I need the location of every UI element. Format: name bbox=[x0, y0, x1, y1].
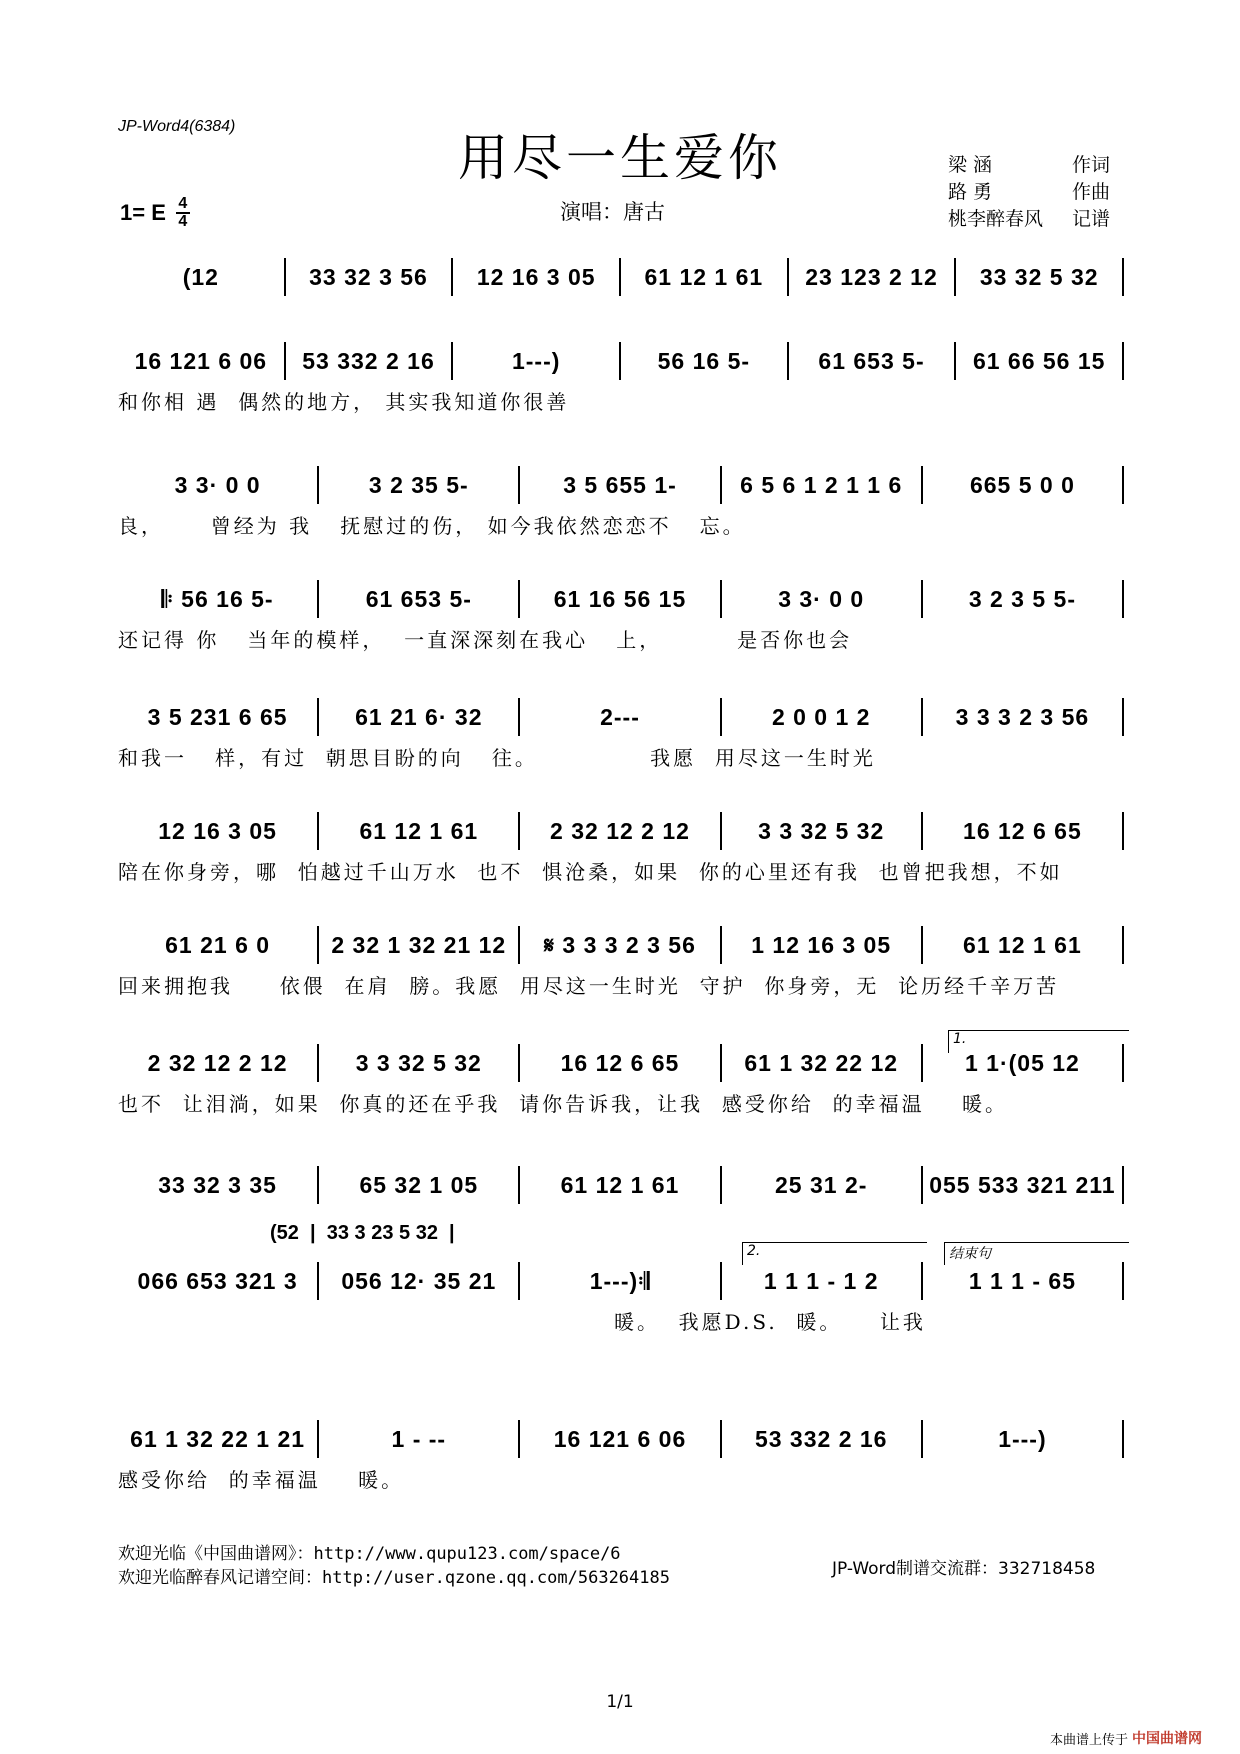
watermark-logo: 中国曲谱网 bbox=[1132, 1731, 1203, 1747]
measure: 3 3 32 5 32 bbox=[758, 817, 885, 844]
notes-line bbox=[118, 1166, 1124, 1204]
coda-bracket: 结束句 bbox=[944, 1242, 1129, 1265]
measure: 3 3 3 2 3 56 bbox=[955, 703, 1090, 730]
credit-role: 作词 bbox=[1072, 154, 1111, 176]
measure: 61 653 5- bbox=[365, 585, 472, 612]
measure: 3 5 655 1- bbox=[563, 471, 677, 498]
measure: 53 332 2 16 bbox=[754, 1425, 888, 1452]
measure: 33 32 3 35 bbox=[158, 1171, 277, 1198]
measure: 1---)𝄇 bbox=[589, 1267, 651, 1294]
measure: 3 5 231 6 65 bbox=[147, 703, 288, 730]
lyrics-line: 和我一 样，有过 朝思目盼的向 往。 我愿 用尽这一生时光 bbox=[118, 746, 876, 770]
credit-role: 作曲 bbox=[1072, 181, 1111, 203]
measure: 2--- bbox=[600, 703, 640, 730]
time-signature bbox=[176, 196, 190, 230]
measure: 6 5 6 1 2 1 1 6 bbox=[740, 471, 903, 498]
measure: 2 32 12 2 12 bbox=[550, 817, 690, 844]
measure: 1---) bbox=[998, 1425, 1047, 1452]
measure: 3 2 35 5- bbox=[368, 471, 469, 498]
barline bbox=[1122, 1262, 1124, 1300]
barline bbox=[1122, 1166, 1124, 1204]
notes-line bbox=[118, 812, 1124, 850]
notes-line bbox=[118, 926, 1124, 964]
lyrics-line: 良， 曾经为 我 抚慰过的伤， 如今我依然恋恋不 忘。 bbox=[118, 514, 746, 538]
measure: 𝄋 3 3 3 2 3 56 bbox=[544, 931, 696, 958]
footer-line-2: 欢迎光临醉春风记谱空间：http://user.qzone.qq.com/563264185 bbox=[118, 1568, 670, 1588]
measure: 23 123 2 12 bbox=[805, 263, 938, 290]
time-top: 4 bbox=[178, 195, 188, 212]
credit-lyricist bbox=[948, 152, 1110, 179]
measure: 12 16 3 05 bbox=[476, 263, 596, 290]
credit-name: 梁 涵 bbox=[948, 154, 993, 176]
second-ending-bracket: 2. bbox=[742, 1242, 927, 1265]
measure: 1 1 1 - 1 2 bbox=[763, 1267, 879, 1294]
notes-line bbox=[118, 580, 1124, 618]
measure: 61 12 1 61 bbox=[560, 1171, 680, 1198]
measure: 61 66 56 15 bbox=[972, 347, 1106, 374]
credit-name: 桃李醉春风 bbox=[948, 208, 1044, 230]
credits-block bbox=[948, 152, 1110, 233]
measure: 12 16 3 05 bbox=[158, 817, 277, 844]
measure: (12 bbox=[182, 263, 219, 290]
notes-line bbox=[118, 1420, 1124, 1458]
measure: 16 12 6 65 bbox=[560, 1049, 680, 1076]
measure: 2 32 1 32 21 12 bbox=[331, 931, 507, 958]
measure: 3 3· 0 0 bbox=[778, 585, 865, 612]
notes-line bbox=[118, 1262, 1124, 1300]
barline bbox=[1122, 698, 1124, 736]
first-ending-bracket: 1. bbox=[948, 1030, 1129, 1053]
page-number: 1/1 bbox=[606, 1692, 634, 1712]
barline bbox=[1122, 466, 1124, 504]
notes-line bbox=[118, 698, 1124, 736]
measure: 066 653 321 3 bbox=[137, 1267, 298, 1294]
measure: 2 32 12 2 12 bbox=[147, 1049, 288, 1076]
lyrics-line: 感受你给 的幸福温 暖。 bbox=[118, 1468, 405, 1492]
measure: 61 21 6· 32 bbox=[355, 703, 483, 730]
lyrics-line: 和你相 遇 偶然的地方， 其实我知道你很善 bbox=[118, 390, 570, 414]
measure: 61 12 1 61 bbox=[644, 263, 764, 290]
lyrics-line: 陪在你身旁，哪 怕越过千山万水 也不 惧沧桑，如果 你的心里还有我 也曾把我想，不如 bbox=[118, 860, 1063, 884]
barline bbox=[1122, 258, 1124, 296]
credit-name: 路 勇 bbox=[948, 181, 993, 203]
key-signature bbox=[120, 196, 190, 230]
interlude-above: (52 | 33 3 23 5 32 | bbox=[270, 1222, 455, 1244]
measure: 56 16 5- bbox=[657, 347, 751, 374]
measure: 055 533 321 211 bbox=[929, 1171, 1116, 1198]
measure: 61 12 1 61 bbox=[963, 931, 1082, 958]
measure: 33 32 5 32 bbox=[979, 263, 1099, 290]
notes-line bbox=[118, 342, 1124, 380]
notes-line bbox=[118, 466, 1124, 504]
measure: 𝄆 56 16 5- bbox=[161, 585, 274, 612]
footer-line-1: 欢迎光临《中国曲谱网》：http://www.qupu123.com/space/6 bbox=[118, 1544, 621, 1564]
measure: 61 16 56 15 bbox=[553, 585, 687, 612]
measure: 25 31 2- bbox=[775, 1171, 868, 1198]
watermark-text: 本曲谱上传于 bbox=[1050, 1732, 1129, 1748]
lyrics-line: 也不 让泪淌，如果 你真的还在乎我 请你告诉我，让我 感受你给 的幸福温 暖。 bbox=[118, 1092, 1009, 1116]
measure: 1 1 1 - 65 bbox=[968, 1267, 1076, 1294]
barline bbox=[1122, 342, 1124, 380]
measure: 61 653 5- bbox=[818, 347, 925, 374]
software-label: JP-Word4(6384) bbox=[118, 118, 236, 135]
barline bbox=[1122, 812, 1124, 850]
measure: 1 1·(05 12 bbox=[964, 1049, 1080, 1076]
barline bbox=[1122, 1420, 1124, 1458]
lyrics-line: 还记得 你 当年的模样， 一直深深刻在我心 上， 是否你也会 bbox=[118, 628, 853, 652]
measure: 61 21 6 0 bbox=[165, 931, 271, 958]
measure: 61 12 1 61 bbox=[359, 817, 479, 844]
measure: 16 121 6 06 bbox=[134, 347, 268, 374]
lyrics-line: 回来拥抱我 依偎 在肩 膀。我愿 用尽这一生时光 守护 你身旁，无 论历经千辛万苦 bbox=[118, 974, 1060, 998]
footer-links bbox=[118, 1542, 670, 1590]
measure: 3 3 32 5 32 bbox=[355, 1049, 482, 1076]
credit-composer bbox=[948, 179, 1110, 206]
barline bbox=[1122, 580, 1124, 618]
measure: 16 121 6 06 bbox=[553, 1425, 687, 1452]
lyrics-line: 暖。 我愿D.S. 暖。 让我 bbox=[118, 1310, 926, 1334]
measure: 61 1 32 22 1 21 bbox=[130, 1425, 306, 1452]
key-label: 1= E bbox=[120, 200, 166, 225]
notes-line bbox=[118, 258, 1124, 296]
measure: 1 12 16 3 05 bbox=[751, 931, 892, 958]
credit-role: 记谱 bbox=[1072, 208, 1111, 230]
measure: 2 0 0 1 2 bbox=[771, 703, 871, 730]
measure: 1 - -- bbox=[391, 1425, 447, 1452]
credit-transcriber bbox=[948, 206, 1110, 233]
footer-group: JP-Word制谱交流群：332718458 bbox=[832, 1559, 1096, 1579]
song-title: 用尽一生爱你 bbox=[458, 129, 782, 187]
measure: 33 32 3 56 bbox=[309, 263, 428, 290]
barline bbox=[1122, 926, 1124, 964]
time-bottom: 4 bbox=[178, 213, 188, 230]
measure: 056 12· 35 21 bbox=[341, 1267, 497, 1294]
measure: 3 2 3 5 5- bbox=[968, 585, 1076, 612]
measure: 61 1 32 22 12 bbox=[744, 1049, 899, 1076]
measure: 65 32 1 05 bbox=[359, 1171, 479, 1198]
measure: 1---) bbox=[511, 347, 561, 374]
measure: 665 5 0 0 bbox=[969, 471, 1075, 498]
measure: 3 3· 0 0 bbox=[174, 471, 261, 498]
measure: 53 332 2 16 bbox=[302, 347, 435, 374]
singer-label: 演唱：唐古 bbox=[560, 200, 665, 224]
watermark bbox=[1050, 1728, 1202, 1748]
measure: 16 12 6 65 bbox=[963, 817, 1082, 844]
